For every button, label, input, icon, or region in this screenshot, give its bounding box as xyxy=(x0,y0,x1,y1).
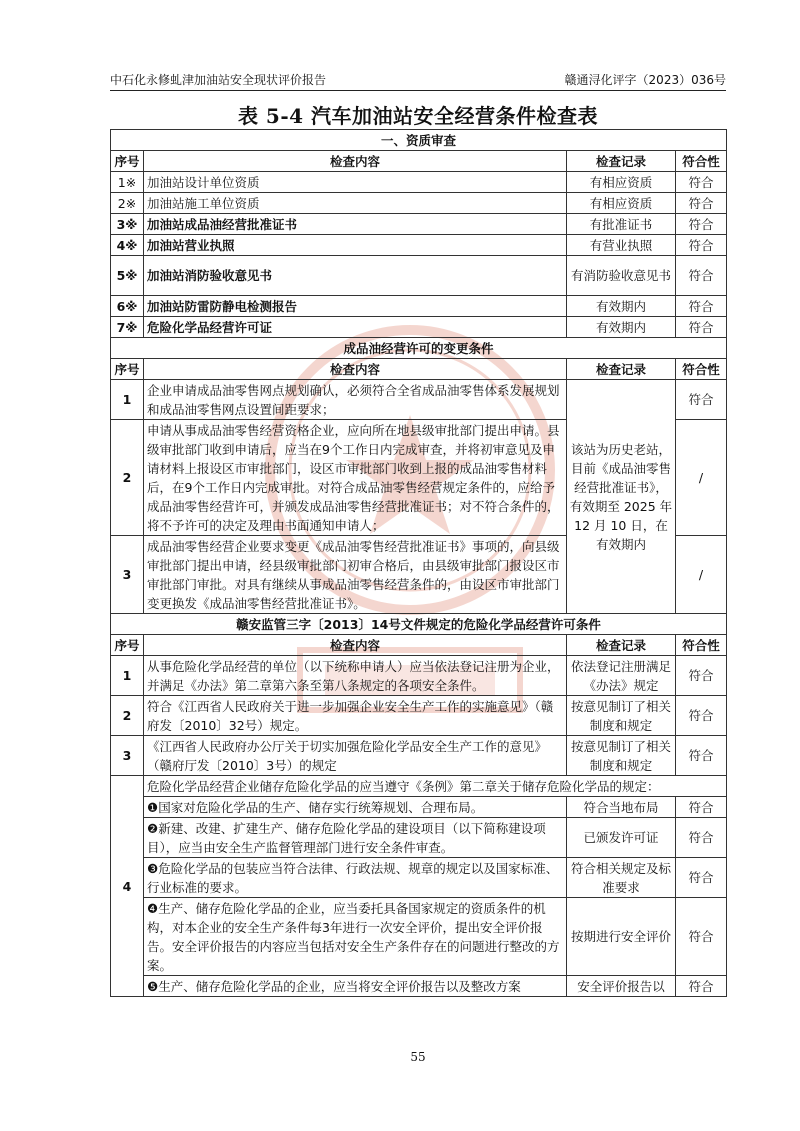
table-row: 1 企业申请成品油零售网点规划确认，必须符合全省成品油零售体系发展规划和成品油零售网点设置间距要求； 该站为历史老站，目前《成品油零售经营批准证书》，有效期至 2025 年 12 月 10 日，在有效期内 符合 xyxy=(111,380,727,420)
table-subrow: ❸危险化学品的包装应当符合法律、行政法规、规章的规定以及国家标准、行业标准的要求。 符合相关规定及标准要求 符合 xyxy=(111,858,727,898)
table-row: 2 申请从事成品油零售经营资格企业，应向所在地县级审批部门提出申请。县级审批部门收到申请后，应当在9个工作日内完成审查，并将初审意见及申请材料上报设区市审批部门，设区市审批部门收到上报的成品油零售材料后，在9个工作日内完成审批。对符合成品油零售经营规定条件的，应给予成品油零售经营许可，并颁发成品油零售经营批准证书；对不符合条件的，将不予许可的决定及理由书面通知申请人； / xyxy=(111,420,727,536)
merged-record-cell: 该站为历史老站，目前《成品油零售经营批准证书》，有效期至 2025 年 12 月 10 日，在有效期内 xyxy=(567,380,676,614)
table-subrow: ❺生产、储存危险化学品的企业，应当将安全评价报告以及整改方案 安全评价报告以 符合 xyxy=(111,976,727,997)
table-row: 1※ 加油站设计单位资质 有相应资质 符合 xyxy=(111,172,727,193)
table-row: 4※ 加油站营业执照 有营业执照 符合 xyxy=(111,235,727,256)
table-subrow: ❷新建、改建、扩建生产、储存危险化学品的建设项目（以下简称建设项目），应当由安全生产监督管理部门进行安全条件审查。 已颁发许可证 符合 xyxy=(111,818,727,858)
table-row: 2※ 加油站施工单位资质 有相应资质 符合 xyxy=(111,193,727,214)
safety-check-table xyxy=(110,129,727,997)
table-row: 3 成品油零售经营企业要求变更《成品油零售经营批准证书》事项的，向县级审批部门提出申请，经县级审批部门初审合格后，由县级审批部门报设区市审批部门审批。对具有继续从事成品油零售经营条件的，由设区市审批部门变更换发《成品油零售经营批准证书》。 / xyxy=(111,536,727,614)
table-subrow: ❹生产、储存危险化学品的企业，应当委托具备国家规定的资质条件的机构，对本企业的安全生产条件每3年进行一次安全评价，提出安全评价报告。安全评价报告的内容应当包括对安全生产条件存在的问题进行整改的方案。 按期进行安全评价 符合 xyxy=(111,898,727,976)
report-number-header: 赣通浔化评字（2023）036号 xyxy=(564,73,726,87)
page-header xyxy=(110,67,726,91)
table-subrow: ❶国家对危险化学品的生产、储存实行统筹规划、合理布局。 符合当地布局 符合 xyxy=(111,797,727,818)
page-number: 55 xyxy=(410,1050,426,1064)
table-row: 5※ 加油站消防验收意见书 有消防验收意见书 符合 xyxy=(111,256,727,296)
column-header-row: 序号 检查内容 检查记录 符合性 xyxy=(111,635,727,656)
table-row: 1 从事危险化学品经营的单位（以下统称申请人）应当依法登记注册为企业，并满足《办法》第二章第六条至第八条规定的各项安全条件。 依法登记注册满足《办法》规定 符合 xyxy=(111,656,727,696)
table-row: 3 《江西省人民政府办公厅关于切实加强危险化学品安全生产工作的意见》（赣府厅发〔2010〕3号）的规定 按意见制订了相关制度和规定 符合 xyxy=(111,736,727,776)
column-header-row: 序号 检查内容 检查记录 符合性 xyxy=(111,359,727,380)
table-row: 3※ 加油站成品油经营批准证书 有批准证书 符合 xyxy=(111,214,727,235)
table-row: 6※ 加油站防雷防静电检测报告 有效期内 符合 xyxy=(111,296,727,317)
table-row: 4 危险化学品经营企业储存危险化学品的应当遵守《条例》第二章关于储存危险化学品的规定： xyxy=(111,776,727,797)
table-row: 7※ 危险化学品经营许可证 有效期内 符合 xyxy=(111,317,727,338)
section-header-license-change: 成品油经营许可的变更条件 xyxy=(111,338,727,359)
section-header-qualification: 一、资质审查 xyxy=(111,130,727,151)
column-header-row: 序号 检查内容 检查记录 符合性 xyxy=(111,151,727,172)
table-row: 2 符合《江西省人民政府关于进一步加强企业安全生产工作的实施意见》（赣府发〔2010〕32号）规定。 按意见制订了相关制度和规定 符合 xyxy=(111,696,727,736)
report-title-header: 中石化永修虬津加油站安全现状评价报告 xyxy=(110,73,327,87)
section-header-hazchem-license: 赣安监管三字〔2013〕14号文件规定的危险化学品经营许可条件 xyxy=(111,614,727,635)
table-title: 表 5-4 汽车加油站安全经营条件检查表 xyxy=(237,104,599,128)
